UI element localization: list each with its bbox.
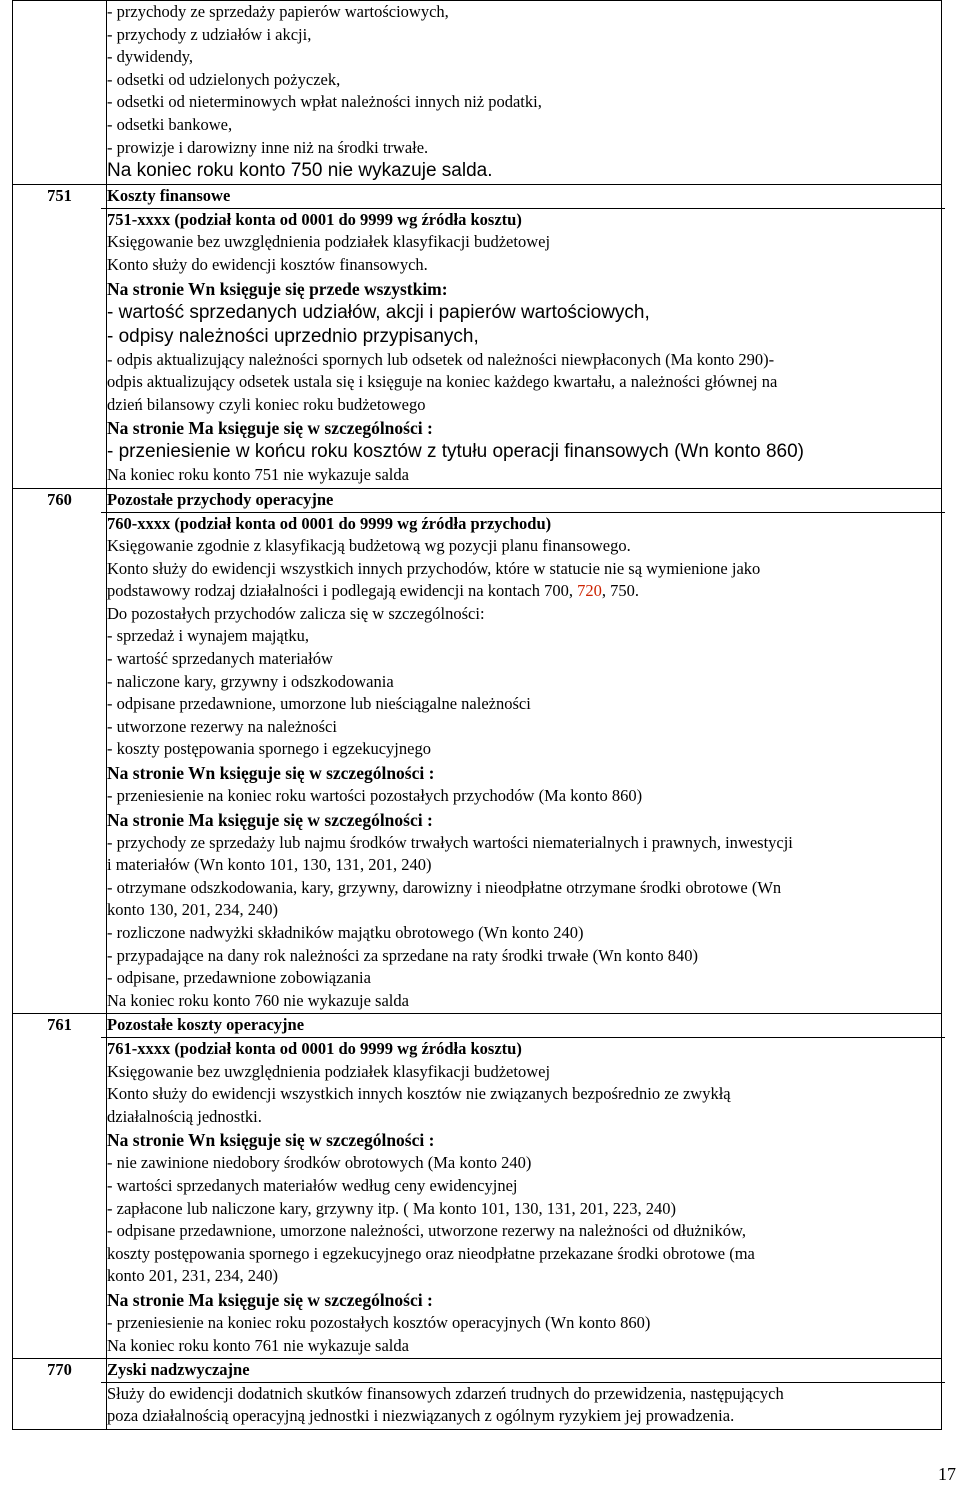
text-line: Konto służy do ewidencji wszystkich innych przychodów, które w statucie nie są wymienione jako (107, 558, 761, 578)
account-content (107, 209, 941, 488)
text-line: - przeniesienie w końcu roku kosztów z tytułu operacji finansowych (Wn konto 860) (107, 441, 804, 463)
text-line: - koszty postępowania spornego i egzekucyjnego (107, 739, 431, 759)
account-row (13, 1, 942, 185)
text-line: - wartość sprzedanych udziałów, akcji i papierów wartościowych, (107, 301, 650, 323)
text-line: - nie zawinione niedobory środków obrotowych (Ma konto 240) (107, 1153, 532, 1173)
text-line: - przeniesienie na koniec roku wartości pozostałych przychodów (Ma konto 860) (107, 786, 643, 806)
account-number: 770 (13, 1359, 107, 1430)
account-row (13, 488, 942, 1013)
account-description (107, 185, 942, 489)
text-line: podstawowy rodzaj działalności i podlegają ewidencji na kontach 700, 720, 750. (107, 581, 639, 601)
account-row (13, 1359, 942, 1430)
text-line: Do pozostałych przychodów zalicza się w szczególności: (107, 603, 485, 623)
account-row (13, 185, 942, 489)
text-line: Na koniec roku konto 751 nie wykazuje salda (107, 465, 409, 485)
text-line: Na koniec roku konto 750 nie wykazuje salda. (107, 160, 493, 182)
text-line: Na stronie Wn księguje się w szczególności : (107, 763, 435, 784)
account-number (13, 1, 107, 185)
text-line: - przeniesienie na koniec roku pozostałych kosztów operacyjnych (Wn konto 860) (107, 1312, 651, 1332)
account-row (13, 1014, 942, 1359)
text-line: Na koniec roku konto 760 nie wykazuje salda (107, 990, 409, 1010)
text-line: - zapłacone lub naliczone kary, grzywny itp. ( Ma konto 101, 130, 131, 201, 223, 240) (107, 1198, 676, 1218)
text-line: Na stronie Wn księguje się w szczególności : (107, 1130, 435, 1151)
text-line: - rozliczone nadwyżki składników majątku obrotowego (Wn konto 240) (107, 923, 584, 942)
text-line: Na koniec roku konto 761 nie wykazuje salda (107, 1335, 409, 1355)
text-line: - odpisane przedawnione, umorzone lub nieściągalne należności (107, 694, 531, 714)
text-line: poza działalnością operacyjną jednostki i niezwiązanych z ogólnym ryzykiem jej prowadzenia. (107, 1406, 735, 1426)
text-line: - dywidendy, (107, 47, 193, 67)
text-line: Na stronie Ma księguje się w szczególności : (107, 1289, 433, 1310)
account-number: 751 (13, 185, 107, 489)
text-line: Na stronie Ma księguje się w szczególności : (107, 809, 433, 830)
text-line: - wartości sprzedanych materiałów według ceny ewidencyjnej (107, 1175, 518, 1195)
text-line: Księgowanie bez uwzględnienia podziałek klasyfikacji budżetowej (107, 232, 551, 252)
account-content (107, 1, 941, 184)
account-description (107, 1359, 942, 1430)
page-number: 17 (938, 1464, 956, 1484)
text-line: 761-xxxx (podział konta od 0001 do 9999 wg źródła kosztu) (107, 1038, 522, 1058)
text-line: - otrzymane odszkodowania, kary, grzywny, darowizny i nieodpłatne otrzymane środki obrotowe (Wn (107, 877, 782, 897)
text-line: - odsetki od udzielonych pożyczek, (107, 69, 341, 89)
account-number: 761 (13, 1014, 107, 1359)
text-line: dzień bilansowy czyli koniec roku budżetowego (107, 394, 426, 414)
text-line: - odpis aktualizujący należności spornych lub odsetek od należności niewpłaconych (Ma konto 290)- (107, 349, 775, 369)
text-line: Na stronie Wn księguje się przede wszystkim: (107, 278, 448, 299)
text-line: - przychody z udziałów i akcji, (107, 24, 312, 44)
account-description (107, 488, 942, 1013)
account-description (107, 1, 942, 185)
account-title: Koszty finansowe (101, 185, 945, 209)
text-line: Księgowanie zgodnie z klasyfikacją budżetową wg pozycji planu finansowego. (107, 536, 631, 556)
text-line: 760-xxxx (podział konta od 0001 do 9999 wg źródła przychodu) (107, 513, 552, 533)
text-line: - naliczone kary, grzywny i odszkodowania (107, 671, 394, 691)
text-line: - odpisane, przedawnione zobowiązania (107, 968, 371, 988)
text-line: 751-xxxx (podział konta od 0001 do 9999 wg źródła kosztu) (107, 209, 522, 229)
account-content (107, 1383, 941, 1429)
text-line: - sprzedaż i wynajem majątku, (107, 626, 310, 646)
text-line: - utworzone rezerwy na należności (107, 716, 337, 736)
text-line: - odpisy należności uprzednio przypisanych, (107, 325, 479, 347)
account-title: Zyski nadzwyczajne (101, 1359, 945, 1383)
text-line: działalnością jednostki. (107, 1106, 262, 1126)
text-line: - przypadające na dany rok należności za sprzedane na raty środki trwałe (Wn konto 840) (107, 945, 698, 965)
text-line: konto 201, 231, 234, 240) (107, 1266, 278, 1286)
text-line: Konto służy do ewidencji kosztów finansowych. (107, 254, 428, 274)
text-line: - odpisane przedawnione, umorzone należności, utworzone rezerwy na należności od dłużników, (107, 1221, 746, 1241)
account-title: Pozostałe koszty operacyjne (101, 1014, 945, 1038)
text-line: - odsetki od nieterminowych wpłat należności innych niż podatki, (107, 92, 542, 112)
account-content (107, 1038, 941, 1358)
account-description (107, 1014, 942, 1359)
text-line: Konto służy do ewidencji wszystkich innych kosztów nie związanych bezpośrednio ze zwykłą (107, 1084, 731, 1104)
text-line: - wartość sprzedanych materiałów (107, 649, 333, 669)
text-line: - prowizje i darowizny inne niż na środki trwałe. (107, 137, 429, 157)
text-line: Służy do ewidencji dodatnich skutków finansowych zdarzeń trudnych do przewidzenia, następujących (107, 1383, 784, 1403)
highlighted-text: 720 (577, 581, 602, 601)
accounts-table-body (13, 1, 942, 1430)
account-number: 760 (13, 488, 107, 1013)
text-line: - przychody ze sprzedaży lub najmu środków trwałych wartości niematerialnych i prawnych, inwestycji (107, 832, 793, 852)
accounts-table (12, 0, 942, 1430)
text-line: Na stronie Ma księguje się w szczególności : (107, 418, 433, 439)
account-content (107, 513, 941, 1014)
account-title: Pozostałe przychody operacyjne (101, 489, 945, 513)
text-line: Księgowanie bez uwzględnienia podziałek klasyfikacji budżetowej (107, 1061, 551, 1081)
text-line: i materiałów (Wn konto 101, 130, 131, 201, 240) (107, 855, 432, 875)
text-line: odpis aktualizujący odsetek ustala się i księguje na koniec każdego kwartału, a należności głównej na (107, 372, 778, 392)
text-line: koszty postępowania spornego i egzekucyjnego oraz nieodpłatne przekazane środki obrotowe (ma (107, 1243, 755, 1263)
text-line: - odsetki bankowe, (107, 114, 233, 134)
text-line: - przychody ze sprzedaży papierów wartościowych, (107, 2, 449, 21)
text-line: konto 130, 201, 234, 240) (107, 900, 278, 920)
